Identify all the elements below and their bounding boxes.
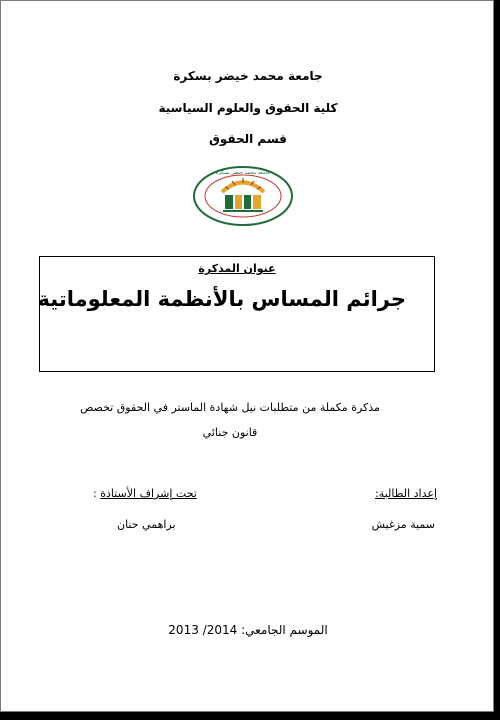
title-caption: عنوان المذكرة [198,262,276,275]
supervision-label: تحت إشراف الأستاذة [100,487,197,500]
title-box [39,256,435,372]
department-name: قسم الحقوق [209,132,287,146]
student-name: سمية مزغيش [371,518,435,531]
description-line-2: قانون جنائي [202,426,258,439]
thesis-title: جرائم المساس بالأنظمة المعلوماتية [37,287,406,311]
university-name: جامعة محمد خيضر بسكرة [173,69,323,83]
academic-year-label: الموسم الجامعي: [241,623,328,637]
supervision-colon: : [93,487,97,500]
faculty-name: كلية الحقوق والعلوم السياسية [158,101,338,115]
prepared-by-label: إعداد الطالبة: [375,487,437,500]
supervisor-name: براهمي حنان [117,518,176,531]
logo-text: جامعة محمد خيضر بسكرة [215,170,271,176]
description-line-1: مذكرة مكملة من متطلبات نيل شهادة الماستر في الحقوق تخصص [80,401,380,414]
academic-year [1,623,495,637]
academic-year-value: 2013 /2014 [168,623,238,637]
university-logo-icon [192,165,294,227]
supervision-label-group [93,487,197,500]
